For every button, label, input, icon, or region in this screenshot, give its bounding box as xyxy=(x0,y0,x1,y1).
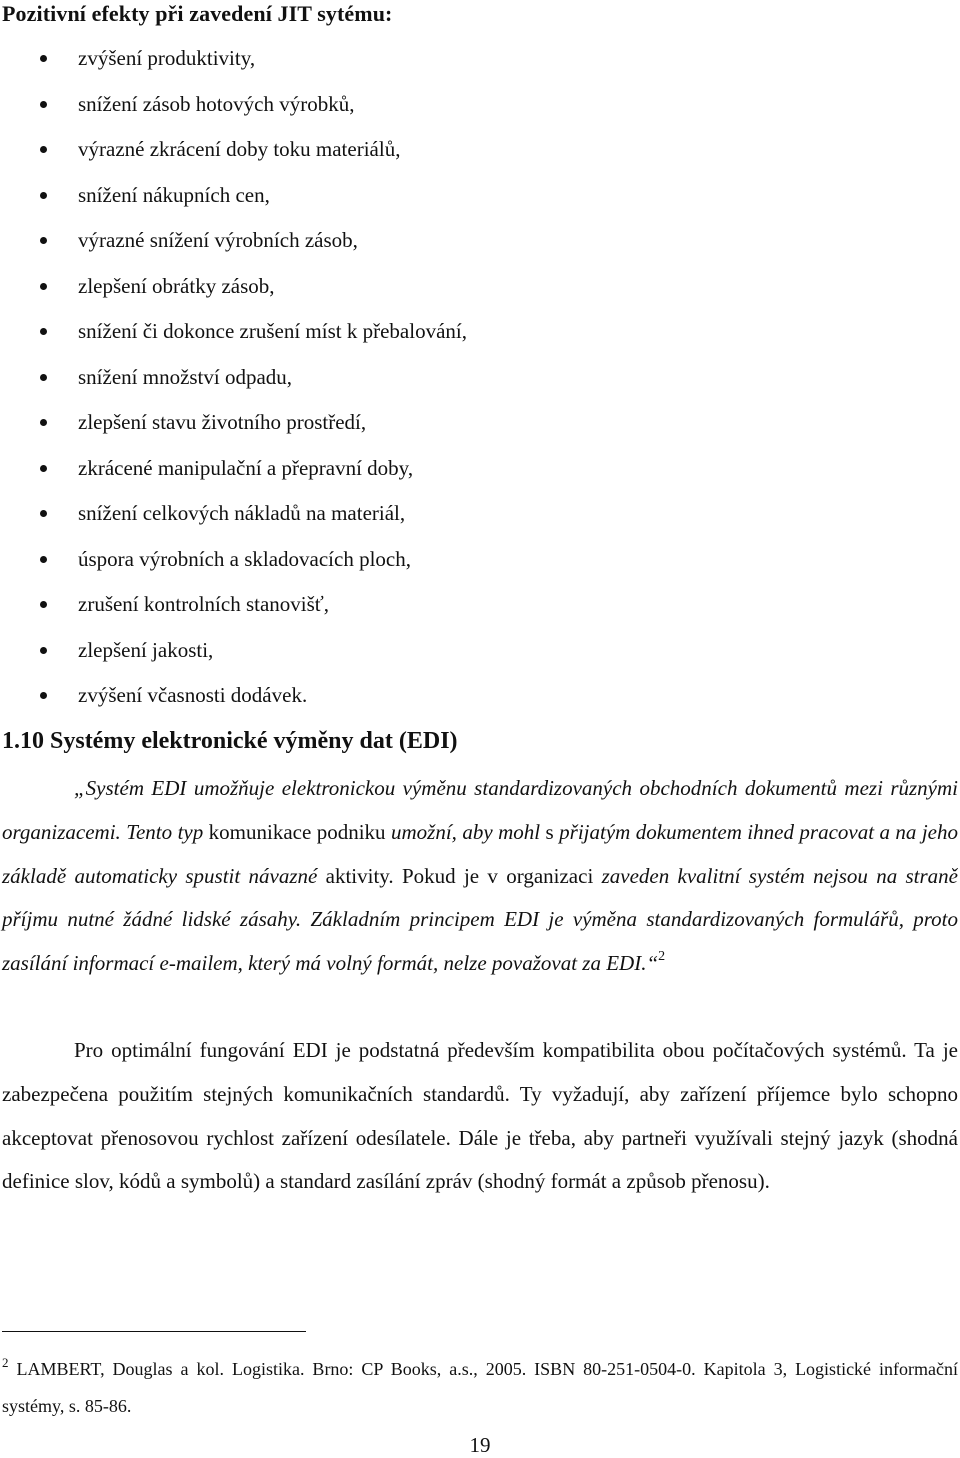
bullet-icon xyxy=(40,647,47,654)
quote-text-italic: zaveden kvalitní systém nejsou na straně příjmu nutné žádné lidské zásahy. Základním principem EDI je výměna standardizovaných formulářů, proto zasílání informací e-mailem, který má volný formát, nelze považovat za EDI.“ xyxy=(2,863,958,976)
bullet-icon xyxy=(40,328,47,335)
bullet-icon xyxy=(40,692,47,699)
list-item xyxy=(0,268,467,314)
footnote xyxy=(2,1351,958,1425)
list-item xyxy=(0,632,467,678)
section-title: 1.10 Systémy elektronické výměny dat (EDI) xyxy=(2,728,458,754)
list-item-text: zlepšení stavu životního prostředí, xyxy=(78,410,367,434)
list-item-text: snížení či dokonce zrušení míst k přebalování, xyxy=(78,319,467,343)
list-item xyxy=(0,359,467,405)
bullet-icon xyxy=(40,556,47,563)
list-item xyxy=(0,541,467,587)
list-heading: Pozitivní efekty při zavedení JIT sytému: xyxy=(2,1,393,26)
bullet-icon xyxy=(40,283,47,290)
list-item-text: výrazné zkrácení doby toku materiálů, xyxy=(78,137,401,161)
quote-text-italic: umožní, aby mohl xyxy=(391,819,546,844)
list-item-text: zrušení kontrolních stanovišť, xyxy=(78,592,330,616)
list-item xyxy=(0,222,467,268)
quote-text-italic: „Systém EDI umožňuje elektronickou výměnu standardizovaných obchodních dokumentů mezi různými organizacemi. Tento typ xyxy=(2,776,958,844)
list-item-text: snížení zásob hotových výrobků, xyxy=(78,91,355,116)
bullet-icon xyxy=(40,374,47,381)
list-item-text: snížení množství odpadu, xyxy=(78,364,293,389)
quote-text-italic: přijatým dokumentem ihned pracovat a na jeho základě automaticky spustit návazné xyxy=(2,819,958,888)
footnote-divider xyxy=(2,1331,306,1332)
list-item-text: úspora výrobních a skladovacích ploch, xyxy=(78,546,411,571)
bullet-icon xyxy=(40,192,47,199)
quote-text: komunikace podniku xyxy=(208,819,391,844)
list-item xyxy=(0,677,467,723)
footnote-reference[interactable]: 2 xyxy=(658,949,666,965)
bullet-icon xyxy=(40,55,47,62)
bullet-icon xyxy=(40,510,47,517)
quote-text: aktivity. Pokud je v organizaci xyxy=(325,863,602,888)
quote-paragraph xyxy=(2,767,958,986)
list-item-text: výrazné snížení výrobních zásob, xyxy=(78,228,358,252)
body-paragraph: Pro optimální fungování EDI je podstatná především kompatibilita obou počítačových systémů. Ta je zabezpečena použitím stejných komunikačních standardů. Ty vyžadují, aby zařízení příjemce bylo schopno akceptovat přenosovou rychlost zařízení odesílatele. Dále je třeba, aby partneři využívali stejný jazyk (shodná definice slov, kódů a symbolů) a standard zasílání zpráv (shodný formát a způsob přenosu). xyxy=(2,1038,958,1194)
list-item xyxy=(0,177,467,223)
list-item-text: snížení nákupních cen, xyxy=(78,182,270,207)
list-item xyxy=(0,313,467,359)
benefits-list xyxy=(0,40,467,723)
list-item-text: zlepšení obrátky zásob, xyxy=(78,273,275,298)
list-item-text: zkrácené manipulační a přepravní doby, xyxy=(78,455,414,480)
page-number: 19 xyxy=(469,1433,491,1457)
bullet-icon xyxy=(40,101,47,108)
list-item-text: snížení celkových nákladů na materiál, xyxy=(78,501,406,525)
list-item xyxy=(0,450,467,496)
bullet-icon xyxy=(40,237,47,244)
list-item-text: zvýšení produktivity, xyxy=(78,46,256,70)
list-item-text: zvýšení včasnosti dodávek. xyxy=(78,683,308,707)
bullet-icon xyxy=(40,419,47,426)
bullet-icon xyxy=(40,146,47,153)
list-item xyxy=(0,404,467,450)
list-item xyxy=(0,586,467,632)
list-item-text: zlepšení jakosti, xyxy=(78,637,214,662)
bullet-icon xyxy=(40,465,47,472)
footnote-number: 2 xyxy=(2,1355,9,1370)
list-item xyxy=(0,40,467,86)
list-item xyxy=(0,86,467,132)
footnote-text: LAMBERT, Douglas a kol. Logistika. Brno: CP Books, a.s., 2005. ISBN 80-251-0504-0. Kapitola 3, Logistické informační systémy, s. 85-86. xyxy=(2,1359,958,1416)
list-item xyxy=(0,495,467,541)
bullet-icon xyxy=(40,601,47,608)
quote-text: s xyxy=(545,819,560,844)
list-item xyxy=(0,131,467,177)
